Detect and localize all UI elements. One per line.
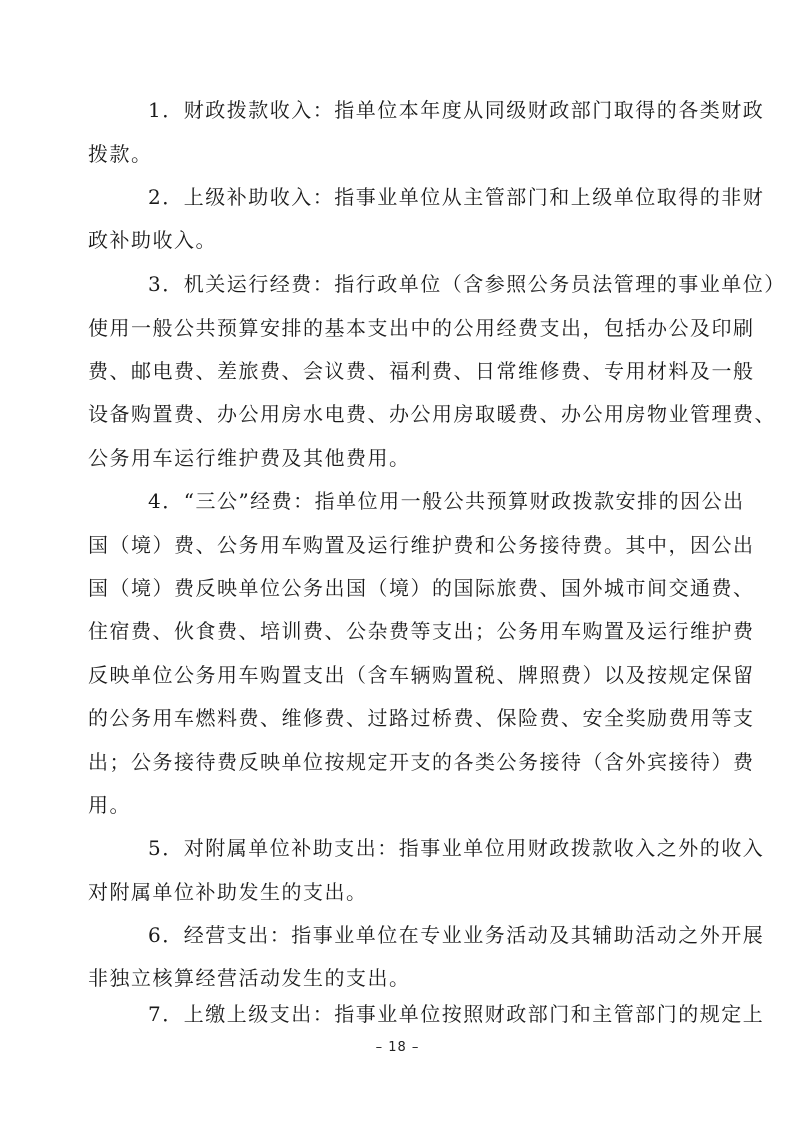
paragraph-4-line-5: 反映单位公务用车购置支出（含车辆购置税、牌照费）以及按规定保留 bbox=[88, 663, 755, 687]
paragraph-1-text: 财政拨款收入：指单位本年度从同级财政部门取得的各类财政 bbox=[183, 98, 765, 122]
paragraph-4-line-7: 出；公务接待费反映单位按规定开支的各类公务接待（含外宾接待）费 bbox=[88, 750, 755, 774]
paragraph-2-number: 2． bbox=[148, 185, 184, 209]
paragraph-6-text: 经营支出：指事业单位在专业业务活动及其辅助活动之外开展 bbox=[183, 923, 765, 947]
paragraph-5-text: 对附属单位补助支出：指事业单位用财政拨款收入之外的收入 bbox=[183, 836, 765, 860]
paragraph-1-line-1 bbox=[148, 96, 768, 124]
paragraph-3-line-3: 费、邮电费、差旅费、会议费、福利费、日常维修费、专用材料及一般 bbox=[88, 359, 755, 383]
paragraph-3-line-1 bbox=[148, 270, 786, 298]
paragraph-3-number: 3． bbox=[148, 272, 184, 296]
paragraph-3-line-4: 设备购置费、办公用房水电费、办公用房取暖费、办公用房物业管理费、 bbox=[88, 402, 776, 426]
paragraph-4-line-8: 用。 bbox=[88, 793, 131, 817]
page-number: – 18 – bbox=[375, 1040, 420, 1055]
paragraph-5-line-2: 对附属单位补助发生的支出。 bbox=[88, 880, 368, 904]
paragraph-5-line-1 bbox=[148, 834, 768, 862]
paragraph-3-line-2: 使用一般公共预算安排的基本支出中的公用经费支出，包括办公及印刷 bbox=[88, 316, 755, 340]
paragraph-4-line-2: 国（境）费、公务用车购置及运行维护费和公务接待费。其中，因公出 bbox=[88, 533, 755, 557]
paragraph-4-line-6: 的公务用车燃料费、维修费、过路过桥费、保险费、安全奖励费用等支 bbox=[88, 706, 755, 730]
paragraph-4-line-3: 国（境）费反映单位公务出国（境）的国际旅费、国外城市间交通费、 bbox=[88, 576, 755, 600]
paragraph-3-text: 机关运行经费：指行政单位（含参照公务员法管理的事业单位） bbox=[183, 272, 786, 296]
paragraph-2-line-1 bbox=[148, 183, 768, 211]
paragraph-1-number: 1． bbox=[148, 98, 184, 122]
paragraph-4-text: “三公”经费：指单位用一般公共预算财政拨款安排的因公出 bbox=[183, 489, 745, 513]
paragraph-6-line-2: 非独立核算经营活动发生的支出。 bbox=[88, 966, 411, 990]
paragraph-6-number: 6． bbox=[148, 923, 184, 947]
paragraph-7-line-1 bbox=[148, 1000, 768, 1028]
paragraph-4-line-1 bbox=[148, 487, 768, 515]
paragraph-6-line-1 bbox=[148, 921, 768, 949]
paragraph-5-number: 5． bbox=[148, 836, 184, 860]
paragraph-2-line-2: 政补助收入。 bbox=[88, 228, 217, 252]
paragraph-4-line-4: 住宿费、伙食费、培训费、公杂费等支出；公务用车购置及运行维护费 bbox=[88, 619, 755, 643]
paragraph-7-number: 7． bbox=[148, 1002, 184, 1026]
paragraph-2-text: 上级补助收入：指事业单位从主管部门和上级单位取得的非财 bbox=[183, 185, 765, 209]
paragraph-3-line-5: 公务用车运行维护费及其他费用。 bbox=[88, 446, 411, 470]
paragraph-4-number: 4． bbox=[148, 489, 184, 513]
paragraph-1-line-2: 拨款。 bbox=[88, 142, 153, 166]
paragraph-7-text: 上缴上级支出：指事业单位按照财政部门和主管部门的规定上 bbox=[183, 1002, 765, 1026]
